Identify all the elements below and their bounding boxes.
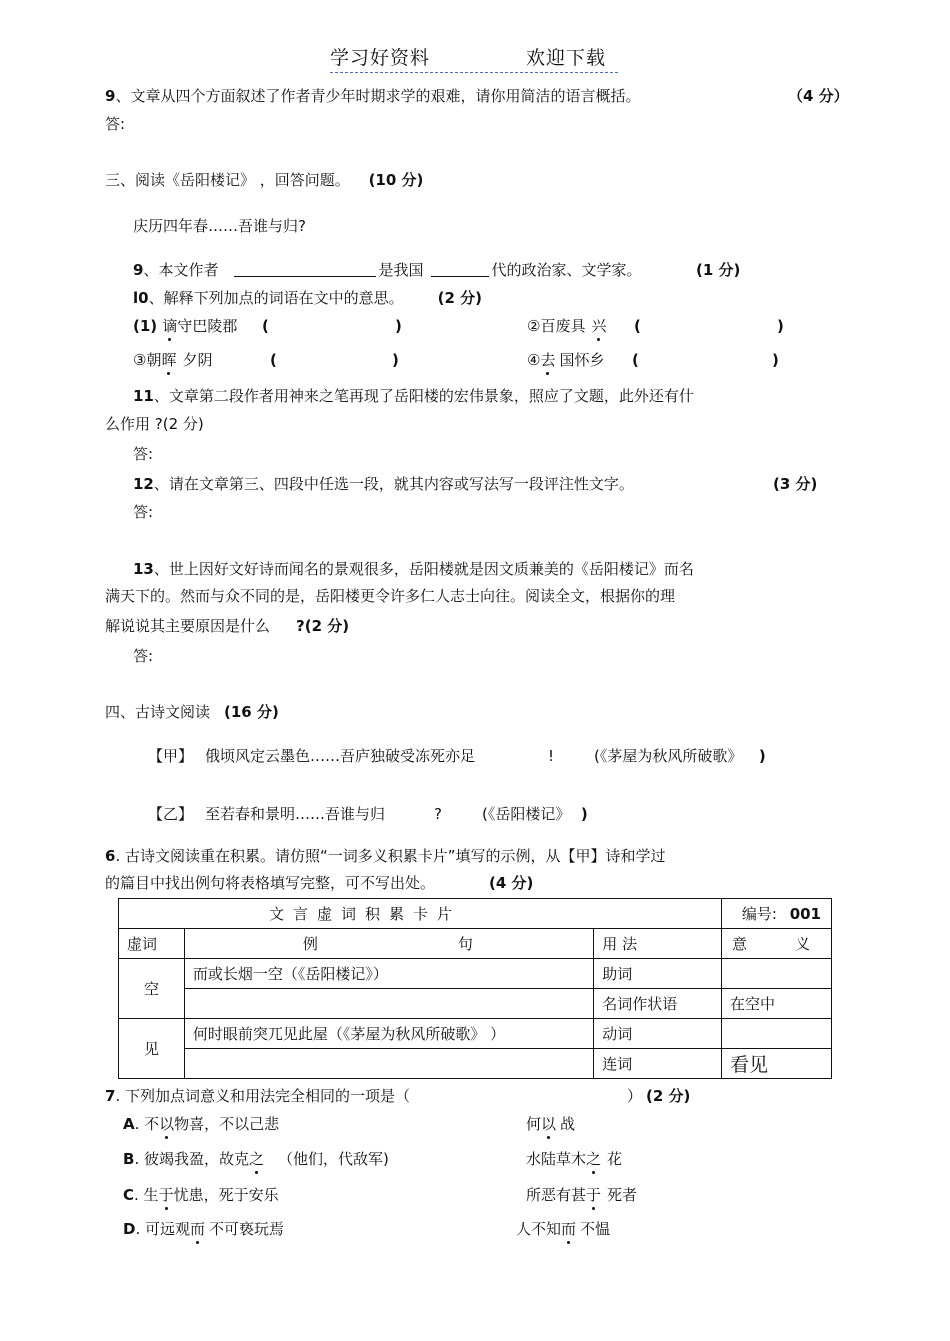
question-7: 7. 下列加点词意义和用法完全相同的一项是（ <box>105 1087 410 1105</box>
option-b[interactable]: B. 彼竭我盈，故克之 （他们，代敌军) <box>123 1150 389 1168</box>
word-kong: 空 <box>119 959 185 1019</box>
usage-cell: 连词 <box>594 1049 722 1079</box>
usage-cell: 动词 <box>594 1019 722 1049</box>
question-11-line2: 么作用 ?(2 分) <box>105 415 204 433</box>
card-number: 编号: 001 <box>722 899 832 929</box>
question-13-answer: 答: <box>133 647 154 665</box>
q10-item-2-close: ) <box>777 317 784 335</box>
page-header <box>330 48 606 68</box>
meaning-cell[interactable] <box>722 1019 832 1049</box>
question-6-line2: 的篇目中找出例句将表格填写完整，可不写出处。 (4 分) <box>105 874 534 892</box>
question-11: 11、文章第二段作者用神来之笔再现了岳阳楼的宏伟景象，照应了文题，此外还有什 <box>133 387 694 405</box>
q10-item-2-open: ( <box>634 317 641 335</box>
poem-jia-mark: ! <box>548 747 555 765</box>
option-d-right: 人不知而 不愠 <box>516 1220 611 1238</box>
question-9a-answer: 答: <box>105 115 126 133</box>
section-3-excerpt: 庆历四年春……吾谁与归? <box>133 217 306 235</box>
section-4-title: 四、古诗文阅读 (16 分) <box>105 703 279 721</box>
question-13-line2: 满天下的。然而与众不同的是，岳阳楼更令许多仁人志士向往。阅读全文，根据你的理 <box>105 587 676 605</box>
poem-yi-source: (《岳阳楼记》 ) <box>482 805 588 823</box>
vocabulary-card-table <box>118 898 832 1079</box>
meaning-cell: 在空中 <box>722 989 832 1019</box>
question-10: l0、解释下列加点的词语在文中的意思。 (2 分) <box>133 289 482 307</box>
poem-jia-source: (《茅屋为秋风所破歌》 ) <box>594 747 766 765</box>
card-header-row <box>119 929 832 959</box>
header-example: 例 句 <box>184 929 593 959</box>
table-row <box>119 1019 832 1049</box>
question-9a-score: （4 分） <box>788 87 849 105</box>
example-cell[interactable] <box>184 1049 593 1079</box>
section-3-title: 三、阅读《岳阳楼记》 ，回答问题。 (10 分) <box>105 171 424 189</box>
word-jian: 见 <box>119 1019 185 1079</box>
option-d[interactable]: D. 可远观而 不可亵玩焉 <box>123 1220 285 1238</box>
meaning-cell: 看见 <box>722 1049 832 1079</box>
option-a[interactable]: A. 不以物喜，不以己悲 <box>123 1115 280 1133</box>
question-12: 12、请在文章第三、四段中任选一段，就其内容或写法写一段评注性文字。 <box>133 475 634 493</box>
poem-jia: 【甲】 俄顷风定云墨色……吾庐独破受冻死亦足 <box>148 747 476 765</box>
header-word: 虚词 <box>119 929 185 959</box>
q10-item-2: ②百废具 兴 <box>527 317 607 335</box>
question-9b-score: (1 分) <box>696 261 741 279</box>
example-cell: 何时眼前突兀见此屋（《茅屋为秋风所破歌》 ） <box>184 1019 593 1049</box>
dynasty-blank[interactable] <box>431 262 489 277</box>
q10-item-4-open: ( <box>632 351 639 369</box>
q10-item-1: (1) 谪守巴陵郡 <box>133 317 238 335</box>
q10-item-4-close: ) <box>772 351 779 369</box>
poem-yi-mark: ? <box>434 805 442 823</box>
header-left: 学习好资料 <box>330 47 431 69</box>
author-blank[interactable] <box>234 262 376 277</box>
question-13: 13、世上因好文好诗而闻名的景观很多，岳阳楼就是因文质兼美的《岳阳楼记》而名 <box>133 560 694 578</box>
q10-item-3-close: ) <box>392 351 399 369</box>
example-cell[interactable] <box>184 989 593 1019</box>
question-9a: 9、文章从四个方面叙述了作者青少年时期求学的艰难，请你用简洁的语言概括。 <box>105 87 641 105</box>
card-title: 文言虚词积累卡片 <box>119 899 722 929</box>
header-usage: 用 法 <box>594 929 722 959</box>
question-6: 6. 古诗文阅读重在积累。请仿照“一词多义积累卡片”填写的示例，从【甲】诗和学过 <box>105 847 666 865</box>
table-row <box>119 959 832 989</box>
header-meaning: 意 义 <box>722 929 832 959</box>
option-c[interactable]: C. 生于忧患，死于安乐 <box>123 1186 279 1204</box>
question-7-score: ） (2 分) <box>627 1087 691 1105</box>
option-c-right: 所恶有甚于 死者 <box>526 1186 638 1204</box>
q10-item-3: ③朝晖 夕阴 <box>133 351 213 369</box>
usage-cell: 名词作状语 <box>594 989 722 1019</box>
poem-yi: 【乙】 至若春和景明……吾谁与归 <box>148 805 386 823</box>
table-row <box>119 989 832 1019</box>
q10-item-1-close: ) <box>395 317 402 335</box>
header-underline <box>330 72 618 73</box>
q10-item-3-open: ( <box>270 351 277 369</box>
question-12-answer: 答: <box>133 503 154 521</box>
question-13-line3: 解说说其主要原因是什么 ?(2 分) <box>105 617 350 635</box>
option-b-right: 水陆草木之 花 <box>526 1150 623 1168</box>
meaning-cell[interactable] <box>722 959 832 989</box>
q10-item-1-open: ( <box>262 317 269 335</box>
header-right: 欢迎下载 <box>526 47 607 69</box>
example-cell: 而或长烟一空（《岳阳楼记》） <box>184 959 593 989</box>
q10-item-4: ④去 国怀乡 <box>527 351 605 369</box>
table-row <box>119 1049 832 1079</box>
option-a-right: 何以 战 <box>526 1115 576 1133</box>
question-11-answer: 答: <box>133 445 154 463</box>
question-12-score: (3 分) <box>773 475 818 493</box>
usage-cell: 助词 <box>594 959 722 989</box>
card-title-row <box>119 899 832 929</box>
question-9b: 9、本文作者 是我国 代的政治家、文学家。 <box>133 261 642 279</box>
